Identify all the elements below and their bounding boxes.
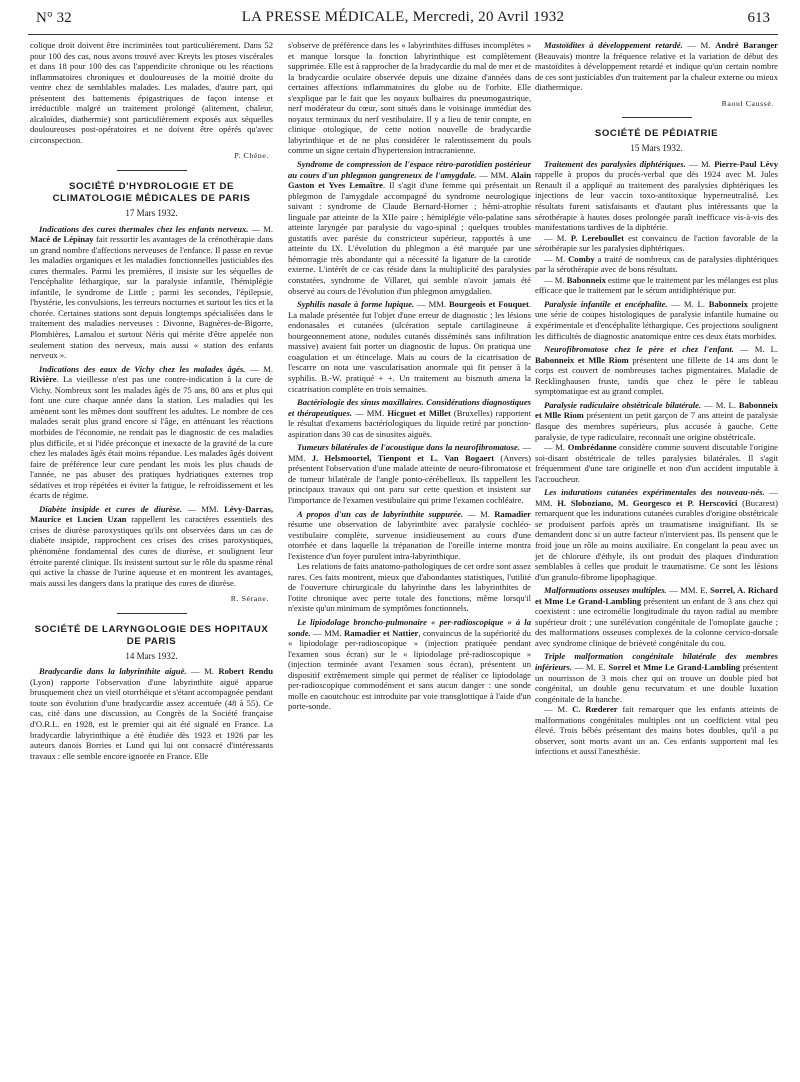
article-title: Indications des eaux de Vichy chez les malades âgés. (39, 363, 246, 374)
journal-title: LA PRESSE MÉDICALE, Mercredi, 20 Avril 1932 (241, 9, 565, 25)
author: Babonneix (708, 298, 748, 309)
column-2 (288, 40, 531, 712)
column-3 (535, 40, 778, 757)
society-heading: SOCIÉTÉ D'HYDROLOGIE ET DE CLIMATOLOGIE MÉDICALES DE PARIS (52, 181, 251, 205)
author: Robert Rendu (218, 666, 273, 677)
article-paragraph: Triple malformation congénitale bilatérale des membres inférieurs. — M. E. Sorrel et Mme Le Grand-Lambling présentent un nourrisson de 3 mois chez qui on trouve un double pied bot congénital, un double genu recurvatum et une double luxation congénitale de la hanche. (535, 651, 779, 704)
article-paragraph: A propos d'un cas de labyrinthite suppurée. — M. Ramadier résume une observation de labyrinthite avec paralysie cochléo-vestibulaire complète, survenue insidieusement au cours d'une otorrhée et dans laquelle la trépanation de l'oreille interne montra l'existence d'un foyer purulent intra-labyrinthique. (288, 508, 531, 561)
article-title: Syndrome de compression de l'espace rétro-parotidien postérieur au cours d'un phlegmon gangreneux de l'amygdale. (288, 159, 531, 180)
signature: R. Sérane. (230, 594, 269, 604)
article-paragraph: Malformations osseuses multiples. — MM. E. Sorrel, A. Richard et Mme Le Grand-Lambling présentent un enfant de 3 ans chez qui coexistent : une ectromélie longitudinale du rayon radial au membre supérieur droit ; une surélévation congénitale de l'omoplate gauche ; des malformations osseuses complexes de la colonne cervico-dorsale avec syndrome clinique de brièveté congénitale du cou. (535, 585, 778, 648)
session-date: 14 Mars 1932. (125, 650, 178, 661)
author: Comby (568, 253, 595, 264)
article-title: Diabète insipide et cures de diurèse. (39, 503, 182, 514)
article-paragraph: Bradycardie dans la labyrinthite aiguë. — M. Robert Rendu (Lyon) rapporte l'observation d'une labyrinthite aiguë apparue brusquement chez un vieil otorrhéique et s'étant accompagnée pendant toute son évolution d'une bradycardie assez accentuée (48 à 55). Ce cas, cité dans une discussion, au Congrès de la Société française d'O.R.L. en 1928, est le premier qui ait été signalé en France. La bradycardie labyrinthique a été étudiée dès 1923 et 1926 par les auteurs danois Borries et Lund qui lui ont consacré d'intéressants travaux : elle semble encore ignorée en France. Elle (30, 666, 273, 761)
column-1 (30, 40, 273, 761)
society-heading: SOCIÉTÉ DE PÉDIATRIE (594, 128, 719, 140)
article-paragraph: Le lipiodolage broncho-pulmonaire « per-radioscopique » à la sonde. — MM. Ramadier et Nattier, convaincus de la supériorité du « lipiodolage per-radioscopique » (injection pratiquée pendant l'examen sous écran) sur le « lipiodolage pré-radioscopique » (injection terminée avant l'examen sous écran), présentent un dispositif extrêmement simple qui permet de réaliser ce lipiodolage per-radioscopique commodément et sans aucun danger : une sonde molle en caoutchouc est introduite par voie transglottique à l'aide d'un porte-sonde. (288, 616, 531, 712)
separator-rule (117, 613, 187, 614)
article-title: Paralysie infantile et encéphalite. (544, 298, 668, 309)
discussion-paragraph: — M. Babonneix estime que le traitement par les mélanges est plus efficace que le traitement par le sérum antidiphtérique pur. (535, 274, 778, 296)
article-paragraph: Syndrome de compression de l'espace rétro-parotidien postérieur au cours d'un phlegmon gangreneux de l'amygdale. — MM. Alain Gaston et Yves Lemaître. Il s'agit d'une femme qui présentait un phlegmon de l'amygdale accompagné du syndrome neurologique suivant : syndrome de Claude Bernard-Horner ; hémi-atrophie linguale par atteinte de la XIIe paire ; hémiplégie vélo-palatine sans atteinte laryngée par paralysie du vago-spinal ; quelques troubles gustatifs avec parésie du constricteur supérieur, rapportés à une atteinte du IX. L'évolution du phlegmon a été marquée par une hémorragie très abondante qui a nécessité la ligature de la carotide externe. L'intérêt de ce cas réside dans la multiplicité des paralysies constatées, syndrome de Villaret, qui semble n'avoir jamais été observé au cours de l'évolution d'un phlegmon amygdalien. (288, 159, 532, 296)
author: H. Sloboziano, M. Georgesco et P. Herscovici (557, 497, 738, 508)
article-paragraph: Paralysie radiculaire obstétricale bilatérale. — M. L. Babonneix et Mlle Riom présentent un petit garçon de 7 ans atteint de paralysie flasque des membres supérieurs, plus accusée à gauche. Cette paralysie, de type radiculaire, reconnaît une origine obstétricale. (535, 399, 779, 442)
article-paragraph: Diabète insipide et cures de diurèse. — MM. Lévy-Darras, Maurice et Lucien Uzan rappellent les caractères essentiels des crises de diurèse paroxystiques qu'ils ont observées dans un cas de diabète insipide, rapprochent ces crises des crises paroxystiques, phénomène fondamental des cures de diurèse, et soulignent leur étroite parenté clinique. Ils insistent surtout sur le rôle du spasme rénal qui active la chasse de l'urine aqueuse et en montrent les avantages, mais aussi les dangers dans la pratique des cures de diurèse. (30, 503, 273, 588)
article-paragraph: Indications des cures thermales chez les enfants nerveux. — M. Macé de Lépinay fait ressortir les avantages de la crénothérapie dans un grand nombre d'affections nerveuses de l'enfance. Il passe en revue les maladies organiques et les maladies fonctionnelles justiciables des cures thermales. Parmi les premières, il insiste sur les séquelles de l'encéphalite léthargique, sur la paralysie infantile, l'hémiplégie infantile, le syndrome de Little ; parmi les secondes, l'épilepsie, l'hystérie, les convulsions, les terreurs nocturnes et surtout les tics et la chorée. Certaines stations sont depuis longtemps spécialisées dans le traitement des maladies nerveuses : Divonne, Bagnères-de-Bigorre, Plombières, Lamalou et surtout Néris qui mérite d'être appelée non seulement station des nerveux, mais aussi « station des enfants nerveux ». (30, 223, 273, 361)
author: Bourgeois et Fouquet (448, 299, 529, 310)
article-title: Traitement des paralysies diphtériques. (544, 158, 686, 169)
article-title: Indications des cures thermales chez les enfants nerveux. (39, 223, 249, 234)
paragraph: Les relations de faits anatomo-pathologiques de cet ordre sont assez rares. Ces faits montrent, mieux que d'abondantes statistiques, l'utilité de l'ouverture chirurgicale du labyrinthe dans les labyrinthites de l'otite chronique avec perte totale des fonctions, même lorsqu'il n'existe qu'un minimum de symptômes fonctionnels. (288, 561, 531, 614)
author: Sorrel et Mme Le Grand-Lambling (608, 661, 741, 672)
paragraph: colique droit doivent être incriminées tout particulièrement. Dans 52 pour 100 des cas, nous avons trouvé avec Kreyts les ptoses viscérales et dans 18 pour 100 des cas l'appendicite chronique ou les réactions inflammatoires chroniques et douloureuses de la moitié droite du ventre chez de semblables malades. Les malades, d'autre part, qui présentent des battements épigastriques de façon intense et irréductible malgré un traitement prolongé (alitement, chaleur, alcaloïdes, diathermie) sont particulièrement exposés aux séquelles douloureuses post-opératoires et ne doivent être opérés qu'avec circonspection. (30, 40, 273, 145)
author: Pierre-Paul Lévy (714, 158, 778, 169)
article-paragraph: Traitement des paralysies diphtériques. — M. Pierre-Paul Lévy rappelle à propos du procès-verbal que dès 1924 avec M. Jules Renault il a appliqué au traitement des paralysies diphtériques les injections de leur vaccin toxo-antitoxique hyperneutralisé. Les résultats furent satisfaisants et d'autant plus intéressants que la sérothérapie à hautes doses prolongée paraît inefficace vis-à-vis des manifestations tardives de la diphtérie. (535, 158, 778, 233)
author: Babonneix et Mlle Riom (535, 399, 779, 421)
article-paragraph: Bactériologie des sinus maxillaires. Considérations diagnostiques et thérapeutiques. — MM. Hicguet et Millet (Bruxelles) rapportent le résultat d'examens bactériologiques du liquide retiré par ponction-aspiration dans 30 cas de sinusites aiguës. (288, 397, 531, 439)
discussion-paragraph: — M. P. Lereboullet est convaincu de l'action favorable de la sérothérapie sur les paralysies diphtériques. (535, 232, 779, 254)
author: Lévy-Darras, Maurice et Lucien Uzan (30, 503, 273, 525)
author: J. Helsmoortel, Tienpont et L. Van Bogaert (311, 452, 495, 463)
author: André Baranger (715, 40, 778, 50)
society-heading: SOCIÉTÉ DE LARYNGOLOGIE DES HOPITAUX DE PARIS (34, 623, 269, 647)
signature: P. Chêne. (234, 151, 269, 161)
author: Babonneix et Mlle Riom (535, 354, 629, 365)
author: Rivière (30, 374, 57, 385)
session-date: 15 Mars 1932. (630, 143, 683, 154)
article-title: A propos d'un cas de labyrinthite suppurée. (297, 508, 464, 519)
article-title: Tumeurs bilatérales de l'acoustique dans la neurofibromatose. (297, 442, 520, 453)
author: Ombrédanne (567, 442, 617, 453)
discussion-paragraph: — M. Ombrédanne considère comme souvent discutable l'origine soi-disant obstétricale de telles paralysies bilatérales. Il s'agit fréquemment d'une tare originelle et non d'un accident imputable à l'accoucheur. (535, 442, 778, 484)
page-header (28, 4, 778, 34)
article-title: Bradycardie dans la labyrinthite aiguë. (39, 666, 187, 677)
article-paragraph: Indications des eaux de Vichy chez les malades âgés. — M. Rivière. La vieillesse n'est pas une contre-indication à la cure de Vichy. Nombreux sont les malades âgés de 75 ans, 80 ans et plus qui font une cure chaque année dans la station. Les maladies qui les amènent sont les mêmes dont souffrent les adultes. Le nombre de ces malades serait plus grand encore si l'âge, en atténuant les réactions morbides de l'économie, ne rendait pas le diagnostic de ces maladies plus difficile, et si l'idée préconçue et inexacte de la gravité de la cure chez les malades âgés était moins répandue. Les malades âgés doivent faire de préférence leur cure pendant les mois les plus chauds de l'année, ne pas abuser des pratiques hydriatiques externes trop sédatives et trop répétées et éviter la fatigue, le refroidissement et les écarts de régime. (30, 363, 273, 501)
article-title: Triple malformation congénitale bilatérale des membres inférieurs. (535, 651, 778, 672)
author: Ramadier et Nattier (344, 627, 419, 638)
author: Alain Gaston et Yves Lemaître (288, 169, 531, 191)
article-title: Syphilis nasale à forme lupique. (297, 299, 415, 310)
article-title: Paralysie radiculaire obstétricale bilatérale. (544, 399, 702, 410)
header-rule (28, 34, 778, 35)
author: Ramadier (494, 508, 531, 519)
article-paragraph: Les indurations cutanées expérimentales des nouveau-nés. — MM. H. Sloboziano, M. Georgesco et P. Herscovici (Bucarest) remarquent que les indurations cutanées curables d'origine obstétricale se produisent parfois après un traumatisme insignifiant. Ils se demandent donc si un autre facteur n'intervient pas. Ils pensent que le froid joue un rôle au moins auxiliaire. En congelant la peau avec un jet de chlorure d'éthyle, ils ont produit des plaques d'induration semblables à celles que produit le traumatisme. Ce sont les lésions d'un granulo-fibrome lipophagique. (535, 487, 778, 582)
article-paragraph: Mastoïdites à développement retardé. — M. André Baranger (Beauvais) montre la fréquence relative et la variation de début des mastoïdites à développement retardé et indique qu'un certain nombre de ces sont justiciables d'un traitement par la chaleur externe ou mieux diathermique. (535, 40, 778, 93)
article-title: Bactériologie des sinus maxillaires. Considérations diagnostiques et thérapeutiques. (288, 397, 531, 418)
article-paragraph: Neurofibromatose chez le père et chez l'enfant. — M. L. Babonneix et Mlle Riom présentent une fillette de 14 ans dont le corps est couvert de nombreuses taches pigmentaires. Maladie de Recklinghausen fruste, tandis que chez le père le tableau symptomatique est au grand complet. (535, 344, 778, 397)
author: Babonneix (566, 274, 606, 285)
author: C. Rœderer (572, 704, 618, 715)
paragraph: s'observe de préférence dans les « labyrinthites diffuses incomplètes » et manque lorsque la fonction labyrinthique est complètement supprimée. Elle est à rapprocher de la bradycardie du mal de mer et de la bradycardie oculaire observée depuis une dizaine d'années dans certaines affections inflammatoires du globe ou de l'orbite. Elle s'explique par le fait que les noyaux bulbaires du pneumogastrique, nerf modérateur du cœur, sont situés dans le voisinage immédiat des noyaux terminaux du nerf vestibulaire. Il y a lieu de tenir compte, en clinique otologique, de cette notion nouvelle de bradycardie labyrinthique et de ne plus considérer le ralentissement du pouls comme un signe certain d'hypertension intracranienne. (288, 40, 531, 156)
signature: Raoul Caussé. (721, 98, 774, 108)
page-number: 613 (747, 10, 770, 26)
author: Sorrel, A. Richard et Mme Le Grand-Lambling (535, 585, 778, 606)
article-paragraph: Syphilis nasale à forme lupique. — MM. Bourgeois et Fouquet. La malade présentée fut l'objet d'une erreur de diagnostic ; les lésions endonasales et cutanées (ulcération septale cartilagineuse à bourgeonnement atone, nodules cutanés disséminés sans infiltration massive) avaient fait porter un diagnostic de lupus. On pratiqua une coagulation et un étincelage. Mais au cours de la cicatrisation de l'escarre on nota une vascularisation anormale qui fit penser à la syphilis. B.-W. pratiqué + +. Un traitement au bismuth amena la cicatrisation complète en trois semaines. (288, 299, 531, 394)
author: P. Lereboullet (570, 232, 624, 243)
separator-rule (622, 117, 692, 118)
separator-rule (117, 170, 187, 171)
session-date: 17 Mars 1932. (125, 208, 178, 219)
article-title: Neurofibromatose chez le père et chez l'enfant. (544, 344, 734, 355)
discussion-paragraph: — M. C. Rœderer fait remarquer que les enfants atteints de malformations congénitales multiples ont un coefficient vital peu élevé. Trois bébés présentant des mains botes doubles, qu'il a pu observer, sont morts avant un an. Ces enfants supportent mal les infections et aussi l'anesthésie. (535, 704, 779, 757)
author: Hicguet et Millet (387, 407, 451, 418)
issue-number: N° 32 (36, 10, 72, 26)
article-paragraph: Tumeurs bilatérales de l'acoustique dans la neurofibromatose. — MM. J. Helsmoortel, Tienpont et L. Van Bogaert (Anvers) présentent l'observation d'une malade atteinte de neuro-fibromatose et de tumeur bilatérale de l'angle ponto-cérébelleux. Ils rappellent les principaux travaux qui ont paru sur cette question et insistent sur l'importance de l'examen vestibulaire qui prime l'examen cochléaire. (288, 442, 531, 505)
discussion-paragraph: — M. Comby a traité de nombreux cas de paralysies diphtériques par la sérothérapie avec de bons résultats. (535, 253, 778, 275)
author: Macé de Lépinay (30, 234, 94, 245)
article-title: Mastoïdites à développement retardé. (544, 40, 683, 50)
article-title: Le lipiodolage broncho-pulmonaire « per-radioscopique » à la sonde. (288, 616, 531, 638)
article-paragraph: Paralysie infantile et encéphalite. — M. L. Babonneix projette une série de coupes histologiques de paralysie infantile humaine ou expérimentale et d'encéphalite léthargique. Ces projections soulignent les difficultés de diagnostic anatomique entre ces deux états morbides. (535, 298, 778, 341)
article-title: Malformations osseuses multiples. (544, 585, 667, 596)
article-title: Les indurations cutanées expérimentales des nouveau-nés. (544, 487, 765, 498)
